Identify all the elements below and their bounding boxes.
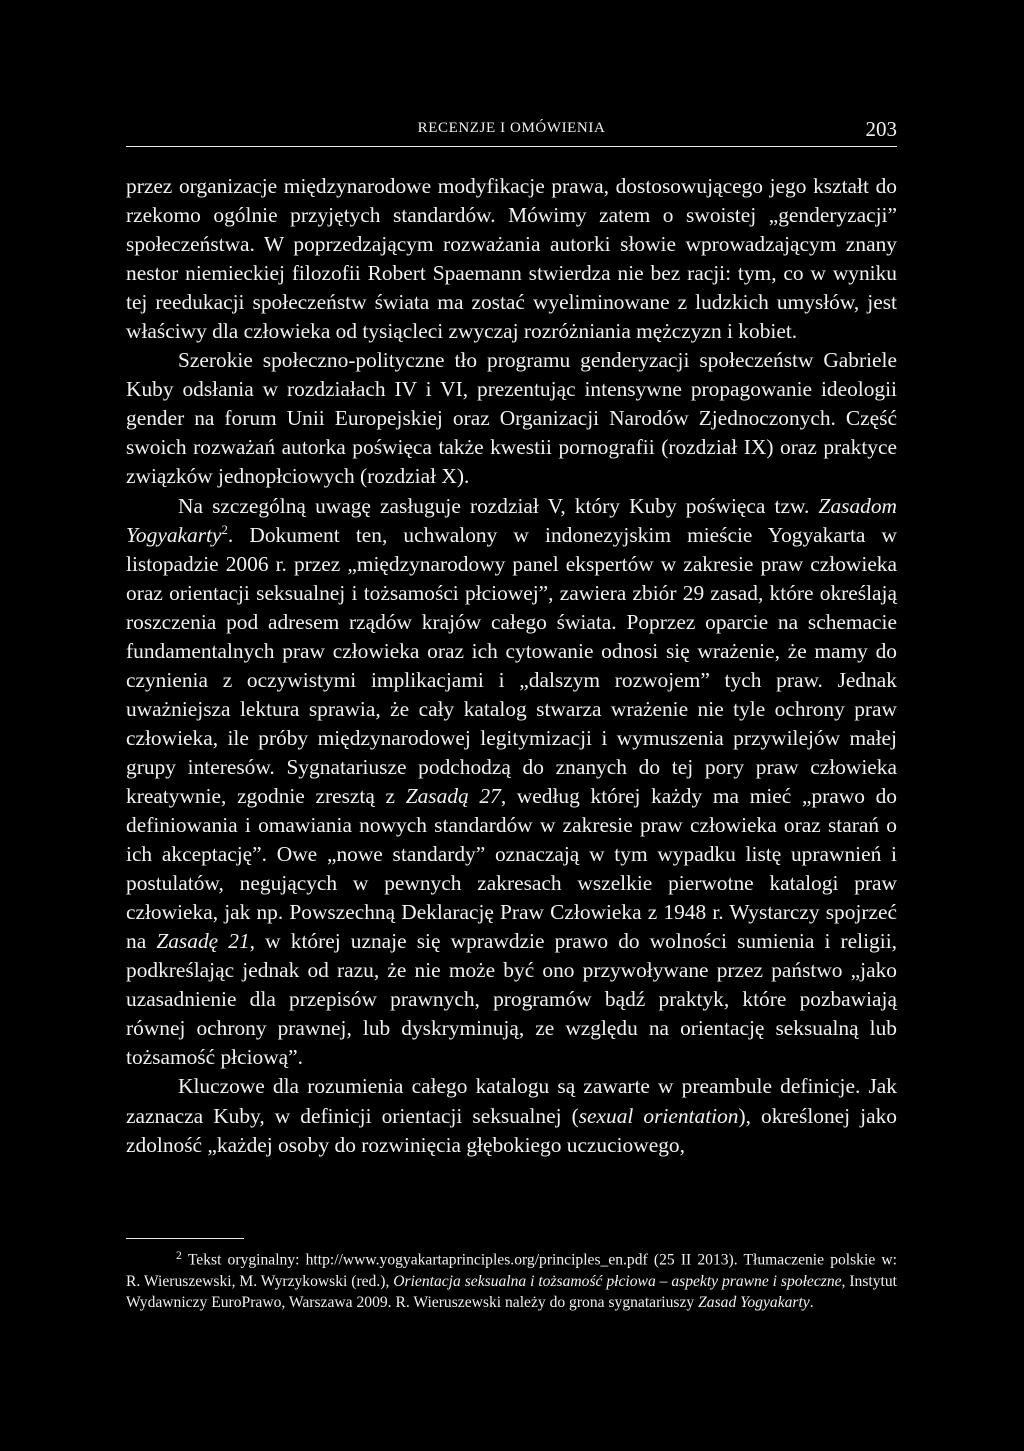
- italic-text: Zasadą 27: [405, 783, 501, 808]
- text-run: Tekst oryginalny: http://www.yogyakartaprinciples.org/principles_en.pdf (25 II 2013). Tłumaczenie polskie w: R. Wieruszewski, M. Wyrzykowski (red.),: [126, 1251, 897, 1290]
- text-run: przez organizacje międzynarodowe modyfikacje prawa, dostosowującego jego kształt do rzekomo ogólnie przyjętych standardów. Mówimy zatem o swoistej „genderyzacji” społeczeństwa. W poprzedzającym rozważania autorki słowie wprowadzającym znany nestor niemieckiej filozofii Robert Spaemann stwierdza nie bez racji: tym, co w wyniku tej reedukacji społeczeństw świata ma zostać wyeliminowane z ludzkich umysłów, jest właściwy dla człowieka od tysiącleci zwyczaj rozróżniania mężczyzn i kobiet.: [126, 174, 897, 344]
- paragraph: [126, 346, 897, 491]
- text-run: , według której każdy ma mieć „prawo do definiowania i omawiania nowych standardów w zakresie praw człowieka oraz starań o ich akceptację”. Owe „nowe standardy” oznaczają w tym wypadku listę uprawnień i postulatów, negujących w pewnych zakresach wszelkie pierwotne katalogi praw człowieka, jak np. Powszechną Deklarację Praw Człowieka z 1948 r. Wystarczy spojrzeć na: [126, 783, 897, 954]
- text-run: .: [809, 1293, 814, 1311]
- text-run: ), określonej jako zdolność „każdej osoby do rozwinięcia głębokiego uczuciowego,: [126, 1103, 897, 1157]
- italic-text: sexual orientation: [578, 1103, 739, 1128]
- main-text: [126, 172, 897, 1160]
- running-head: RECENZJE I OMÓWIENIA: [417, 120, 606, 136]
- italic-text: Zasad Yogyakarty: [698, 1293, 810, 1311]
- footnote: [126, 1245, 897, 1313]
- text-run: Na szczególną uwagę zasługuje rozdział V, który Kuby poświęca tzw.: [178, 493, 819, 518]
- italic-text: Zasadom Yogyakarty: [126, 493, 897, 547]
- footnote-text: [126, 1251, 897, 1311]
- italic-text: Zasadę 21: [156, 929, 250, 954]
- text-run: . Dokument ten, uchwalony w indonezyjskim mieście Yogyakarta w listopadzie 2006 r. przez „międzynarodowy panel ekspertów w zakresie praw człowieka oraz orientacji seksualnej i tożsamości płciowej”, zawiera zbiór 29 zasad, które określają roszczenia pod adresem rządów krajów całego świata. Poprzez oparcie na schemacie fundamentalnych praw człowieka oraz ich cytowanie odnosi się wrażenie, że mamy do czynienia z oczywistymi implikacjami i „dalszym rozwojem” tych praw. Jednak uważniejsza lektura sprawia, że cały katalog stwarza wrażenie nie tyle ochrony praw człowieka, ile próby międzynarodowej legitymizacji i wymuszenia przywilejów małej grupy interesów. Sygnatariusze podchodzą do znanych do tej pory praw człowieka kreatywnie, zgodnie zresztą z: [126, 522, 897, 808]
- text-run: , w której uznaje się wprawdzie prawo do wolności sumienia i religii, podkreślając jednak od razu, że nie może być ono przywoływane przez państwo „jako uzasadnienie dla przepisów prawnych, programów bądź praktyk, które pozbawiają równej ochrony prawnej, lub dyskryminują, ze względu na orientację seksualną lub tożsamość płciową”.: [126, 929, 897, 1070]
- footnote-reference: 2: [221, 522, 228, 537]
- page-number: 203: [865, 117, 897, 141]
- text-run: , Instytut Wydawniczy EuroPrawo, Warszawa 2009. R. Wieruszewski należy do grona sygnatariuszy: [126, 1272, 897, 1311]
- paragraph: [126, 492, 897, 1073]
- text-run: Szerokie społeczno-polityczne tło programu genderyzacji społeczeństw Gabriele Kuby odsłania w rozdziałach IV i VI, prezentując intensywne propagowanie ideologii gender na forum Unii Europejskiej oraz Organizacji Narodów Zjednoczonych. Część swoich rozważań autorka poświęca także kwestii pornografii (rozdział IX) oraz praktyce związków jednopłciowych (rozdział X).: [126, 348, 897, 489]
- footnote-divider: [126, 1238, 244, 1239]
- paragraph: [126, 172, 897, 346]
- footnote-mark: 2: [176, 1249, 182, 1262]
- italic-text: Orientacja seksualna i tożsamość płciowa – aspekty prawne i społeczne: [393, 1272, 842, 1290]
- paragraph: [126, 1072, 897, 1159]
- page-header: [126, 118, 897, 147]
- text-run: Kluczowe dla rozumienia całego katalogu są zawarte w preambule definicje. Jak zaznacza Kuby, w definicji orientacji seksualnej (: [126, 1074, 897, 1128]
